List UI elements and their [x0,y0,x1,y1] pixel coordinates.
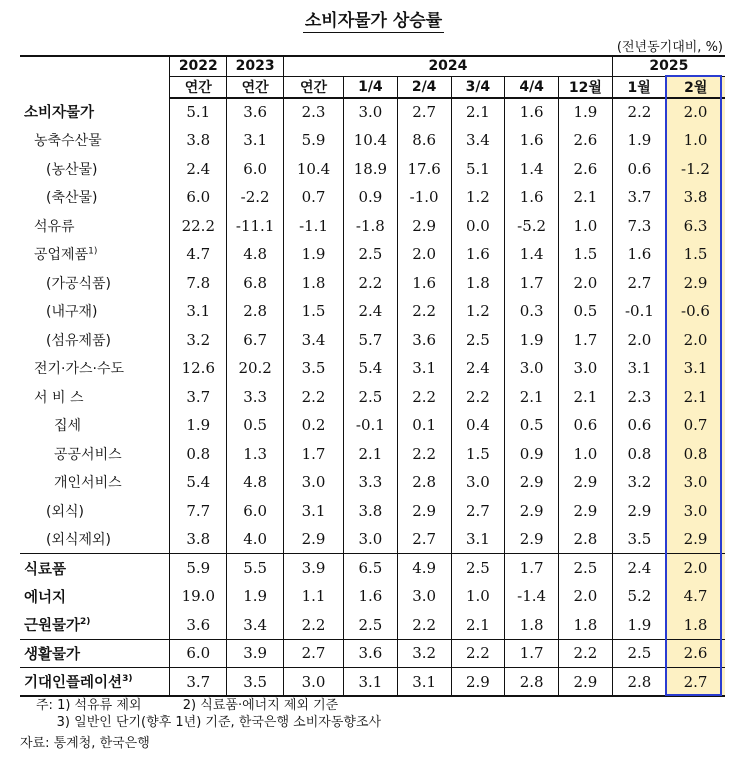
value-cell: 2.2 [559,639,613,668]
value-cell: 3.8 [170,126,227,155]
value-cell: 1.9 [227,582,284,611]
value-cell: 2.9 [559,668,613,697]
value-cell: 2.2 [451,383,505,412]
value-cell: 2.2 [397,611,451,640]
value-cell: 4.9 [397,554,451,583]
value-cell: 1.9 [627,615,652,634]
value-cell: 6.0 [170,639,227,668]
value-cell: 1.3 [227,440,284,469]
value-cell: 18.9 [344,155,398,184]
row-label [20,639,170,668]
value-cell-highlight: 2.0 [666,554,725,583]
value-cell: 5.2 [627,587,652,606]
table-row [20,411,725,440]
value-cell: 1.2 [451,183,505,212]
value-cell: 0.9 [344,183,398,212]
value-cell: 3.1 [284,497,344,526]
value-cell: 2.9 [397,497,451,526]
value-cell: 5.4 [170,468,227,497]
value-cell: 2.1 [559,383,613,412]
row-label [20,354,170,383]
value-cell: 0.6 [627,416,652,435]
period-header: 1월 [612,76,666,98]
table-row [20,383,725,412]
value-cell: 5.9 [284,126,344,155]
value-cell: 5.1 [451,155,505,184]
unit-label: (전년동기대비, %) [616,40,723,55]
value-cell: 1.1 [284,582,344,611]
value-cell: 1.4 [505,240,559,269]
row-label-text: 공업제품 [34,247,89,264]
value-cell: 5.5 [227,554,284,583]
row-label [20,497,170,526]
value-cell: 0.5 [505,411,559,440]
table-row [20,611,725,640]
period-header: 연간 [170,76,227,98]
value-cell: 0.8 [627,444,652,463]
row-label [20,668,170,697]
value-cell: 22.2 [170,212,227,241]
year-header: 2023 [227,56,284,76]
value-cell: 2.0 [627,330,652,349]
table-title: 소비자물가 상승률 [304,11,443,31]
value-cell: 2.9 [505,525,559,554]
period-header: 3/4 [451,76,505,98]
value-cell: 2.7 [627,273,652,292]
value-cell: 2.7 [397,98,451,127]
value-cell: 3.5 [284,354,344,383]
year-header: 2024 [284,56,613,76]
footnote-marker: 1) [88,246,98,257]
value-cell: 1.6 [451,240,505,269]
value-cell: 3.1 [627,359,652,378]
value-cell: 2.1 [344,440,398,469]
row-label-text: 개인서비스 [54,475,122,492]
row-label-text: 기대인플레이션 [24,675,123,691]
value-cell: 20.2 [227,354,284,383]
value-cell: 1.0 [559,440,613,469]
value-cell: 2.5 [344,383,398,412]
value-cell: 2.5 [559,554,613,583]
value-cell-highlight: 6.3 [666,212,725,241]
value-cell: 1.9 [284,240,344,269]
value-cell: 2.2 [397,383,451,412]
value-cell: -1.8 [344,212,398,241]
value-cell: 0.8 [170,440,227,469]
value-cell: 3.1 [397,354,451,383]
row-label-text: (축산물) [46,190,98,207]
row-label-text: 식료품 [24,561,67,578]
table-row [20,582,725,611]
table-row [20,639,725,668]
row-label-text: (내구재) [46,304,98,321]
value-cell: 2.2 [397,297,451,326]
value-cell-highlight: 3.0 [666,497,725,526]
value-cell: 3.6 [227,98,284,127]
value-cell: 3.0 [397,582,451,611]
row-label-text: (외식제외) [46,532,112,548]
value-cell: 2.1 [505,383,559,412]
value-cell: 2.5 [451,554,505,583]
value-cell: 2.2 [627,103,652,122]
value-cell: 1.9 [627,131,652,150]
value-cell: 2.7 [284,639,344,668]
value-cell: 2.0 [397,240,451,269]
value-cell: 0.6 [559,411,613,440]
value-cell: 1.6 [627,245,652,264]
period-header: 연간 [227,76,284,98]
year-header: 2025 [612,56,725,76]
value-cell: 6.5 [344,554,398,583]
value-cell-highlight: 4.7 [666,582,725,611]
value-cell: 10.4 [284,155,344,184]
value-cell: 2.5 [344,611,398,640]
row-label [20,525,170,554]
value-cell: -11.1 [227,212,284,241]
row-label-text: 에너지 [24,589,67,606]
value-cell: 5.4 [344,354,398,383]
value-cell: 2.4 [612,554,666,583]
value-cell: 2.9 [284,525,344,554]
value-cell-highlight: 3.1 [666,354,725,383]
value-cell-highlight: 2.1 [666,383,725,412]
value-cell: 8.6 [397,126,451,155]
value-cell: 1.2 [451,297,505,326]
value-cell: 1.8 [505,611,559,640]
value-cell: 1.4 [505,155,559,184]
value-cell: 3.3 [344,468,398,497]
row-label-text: 소비자물가 [24,105,95,122]
value-cell: 2.2 [397,440,451,469]
value-cell: 2.1 [451,611,505,640]
value-cell: 1.7 [505,639,559,668]
table-row [20,240,725,269]
value-cell: 0.6 [627,159,652,178]
table-row [20,354,725,383]
value-cell: -2.2 [227,183,284,212]
value-cell: 2.9 [627,501,652,520]
value-cell: 1.5 [451,440,505,469]
year-header: 2022 [170,56,227,76]
period-header: 12월 [559,76,613,98]
value-cell: 2.0 [559,269,613,298]
value-cell: -1.0 [397,183,451,212]
value-cell: 2.5 [344,240,398,269]
value-cell: 3.2 [627,473,652,492]
value-cell: 1.9 [170,411,227,440]
value-cell: 3.0 [344,525,398,554]
value-cell: -0.1 [624,302,654,321]
value-cell: 2.3 [284,98,344,127]
value-cell: 1.7 [505,269,559,298]
value-cell: 7.3 [627,216,652,235]
value-cell: 1.6 [505,98,559,127]
header-corner [20,56,170,98]
footnote-line: 주: 1) 석유류 제외 2) 식료품·에너지 제외 기준 [36,698,339,713]
value-cell: 3.9 [284,554,344,583]
value-cell: 6.0 [227,497,284,526]
value-cell: 1.7 [284,440,344,469]
value-cell: 19.0 [170,582,227,611]
table-row [20,668,725,697]
value-cell: 3.4 [284,326,344,355]
value-cell: 4.0 [227,525,284,554]
value-cell: 0.0 [451,212,505,241]
value-cell: -1.1 [284,212,344,241]
period-header: 1/4 [344,76,398,98]
row-label-text: 서 비 스 [34,389,84,406]
value-cell: 2.1 [451,98,505,127]
table-row [20,297,725,326]
value-cell: 2.1 [559,183,613,212]
value-cell: 2.2 [344,269,398,298]
table-row [20,468,725,497]
value-cell: 2.9 [559,497,613,526]
value-cell: 7.8 [170,269,227,298]
value-cell: 2.8 [612,668,666,697]
value-cell: 2.2 [284,383,344,412]
value-cell-highlight: 0.8 [666,440,725,469]
table-row [20,183,725,212]
value-cell: 17.6 [397,155,451,184]
row-label-text: (외식) [46,503,84,520]
value-cell-highlight: -0.6 [666,297,725,326]
value-cell: 3.1 [227,126,284,155]
value-cell: 1.8 [559,611,613,640]
value-cell: 7.7 [170,497,227,526]
value-cell-highlight: 3.0 [666,468,725,497]
table-row [20,98,725,127]
value-cell: 2.0 [559,582,613,611]
value-cell: 2.2 [451,639,505,668]
row-label [20,411,170,440]
row-label [20,582,170,611]
value-cell: -0.1 [344,411,398,440]
value-cell: 3.5 [227,668,284,697]
value-cell: 1.0 [451,582,505,611]
value-cell: 0.3 [505,297,559,326]
value-cell: 6.0 [170,183,227,212]
value-cell: 0.2 [284,411,344,440]
value-cell: 1.6 [505,183,559,212]
row-label-text: (농산물) [46,161,98,178]
value-cell: 3.7 [627,188,652,207]
row-label [20,212,170,241]
value-cell: 3.8 [170,525,227,554]
value-cell: 6.7 [227,326,284,355]
value-cell: 2.8 [505,668,559,697]
value-cell: 2.9 [397,212,451,241]
row-label-text: 전기·가스·수도 [34,361,125,378]
value-cell: 2.2 [284,611,344,640]
value-cell-highlight: 1.8 [666,611,725,640]
value-cell: 2.3 [627,387,652,406]
value-cell: 1.7 [559,326,613,355]
value-cell: 1.9 [559,98,613,127]
value-cell: -5.2 [505,212,559,241]
value-cell: 2.8 [227,297,284,326]
value-cell-highlight: -1.2 [666,155,725,184]
value-cell: 3.0 [344,98,398,127]
row-label [20,554,170,583]
row-label [20,326,170,355]
value-cell: 6.0 [227,155,284,184]
value-cell: 2.9 [451,668,505,697]
value-cell: 3.7 [170,668,227,697]
table-row [20,440,725,469]
row-label [20,440,170,469]
value-cell: 1.6 [344,582,398,611]
value-cell: 3.6 [344,639,398,668]
footnote-marker: 2) [80,617,91,628]
value-cell: 3.0 [559,354,613,383]
value-cell: 1.6 [505,126,559,155]
value-cell-highlight: 2.0 [666,326,725,355]
period-header: 연간 [284,76,344,98]
value-cell: 3.1 [397,668,451,697]
table-row [20,525,725,554]
row-label [20,468,170,497]
value-cell-highlight: 3.8 [666,183,725,212]
value-cell: 3.7 [170,383,227,412]
value-cell: 1.8 [284,269,344,298]
row-label-text: (섬유제품) [46,332,112,349]
row-label [20,126,170,155]
row-label [20,240,170,269]
value-cell: 2.7 [451,497,505,526]
value-cell: 2.6 [559,126,613,155]
value-cell: 3.0 [505,354,559,383]
value-cell-highlight: 0.7 [666,411,725,440]
value-cell: 3.0 [284,668,344,697]
table-row [20,155,725,184]
row-label-text: 근원물가 [24,618,81,634]
value-cell-highlight: 2.9 [666,269,725,298]
row-label [20,383,170,412]
value-cell: 0.5 [227,411,284,440]
value-cell: 3.2 [397,639,451,668]
value-cell: 2.4 [344,297,398,326]
footnote-line: 3) 일반인 단기(향후 1년) 기준, 한국은행 소비자동향조사 [36,715,382,730]
value-cell: 3.0 [451,468,505,497]
value-cell: 1.6 [397,269,451,298]
value-cell: 4.7 [170,240,227,269]
value-cell: 2.7 [397,525,451,554]
value-cell: 2.9 [559,468,613,497]
table-row [20,554,725,583]
value-cell: 10.4 [344,126,398,155]
value-cell-highlight: 2.7 [666,668,725,697]
row-label-text: 공공서비스 [54,446,122,463]
value-cell: 4.8 [227,240,284,269]
value-cell: 4.8 [227,468,284,497]
value-cell: 3.1 [170,297,227,326]
table-row [20,269,725,298]
row-label [20,98,170,127]
value-cell: 2.5 [612,639,666,668]
value-cell: 5.1 [170,98,227,127]
row-label [20,269,170,298]
row-label-text: 석유류 [34,218,75,235]
value-cell-highlight: 2.9 [666,525,725,554]
value-cell: 3.2 [170,326,227,355]
row-label [20,183,170,212]
value-cell: 2.6 [559,155,613,184]
value-cell: 12.6 [170,354,227,383]
value-cell: 3.6 [170,611,227,640]
row-label-text: 농축수산물 [34,133,102,150]
value-cell: 0.9 [505,440,559,469]
value-cell: 3.3 [227,383,284,412]
cpi-table [20,55,725,697]
value-cell: 3.8 [344,497,398,526]
value-cell: 0.4 [451,411,505,440]
value-cell: 3.1 [451,525,505,554]
value-cell: 1.5 [559,240,613,269]
value-cell: 2.9 [505,497,559,526]
period-header: 4/4 [505,76,559,98]
value-cell: 0.5 [559,297,613,326]
value-cell: 2.5 [451,326,505,355]
value-cell-highlight: 1.5 [666,240,725,269]
value-cell: 2.9 [505,468,559,497]
value-cell: 3.4 [451,126,505,155]
header-row-years [20,56,725,76]
row-label-text: 생활물가 [24,646,81,663]
value-cell: 2.8 [397,468,451,497]
value-cell: 3.6 [397,326,451,355]
row-label-text: 집세 [54,418,82,435]
value-cell: 0.7 [284,183,344,212]
footnote-marker: 3) [122,674,133,685]
value-cell-highlight: 1.0 [666,126,725,155]
value-cell: 1.7 [505,554,559,583]
value-cell: 3.1 [344,668,398,697]
table-row [20,212,725,241]
period-header-highlight: 2월 [666,76,725,98]
table-row [20,126,725,155]
row-label-text: (가공식품) [46,275,112,292]
value-cell: 1.5 [284,297,344,326]
value-cell: -1.4 [505,582,559,611]
value-cell: 6.8 [227,269,284,298]
value-cell: 0.1 [397,411,451,440]
table-row [20,326,725,355]
value-cell: 5.9 [170,554,227,583]
footnotes [36,697,381,731]
value-cell-highlight: 2.0 [666,98,725,127]
value-cell: 3.0 [284,468,344,497]
value-cell: 3.9 [227,639,284,668]
source-note: 자료: 통계청, 한국은행 [20,736,150,751]
row-label [20,611,170,640]
value-cell-highlight: 2.6 [666,639,725,668]
value-cell: 2.8 [559,525,613,554]
period-header: 2/4 [397,76,451,98]
value-cell: 3.5 [627,530,652,548]
value-cell: 5.7 [344,326,398,355]
row-label [20,155,170,184]
value-cell: 2.4 [451,354,505,383]
value-cell: 1.0 [559,212,613,241]
table-row [20,497,725,526]
value-cell: 1.9 [505,326,559,355]
value-cell: 3.4 [227,611,284,640]
value-cell: 1.8 [451,269,505,298]
row-label [20,297,170,326]
value-cell: 2.4 [170,155,227,184]
